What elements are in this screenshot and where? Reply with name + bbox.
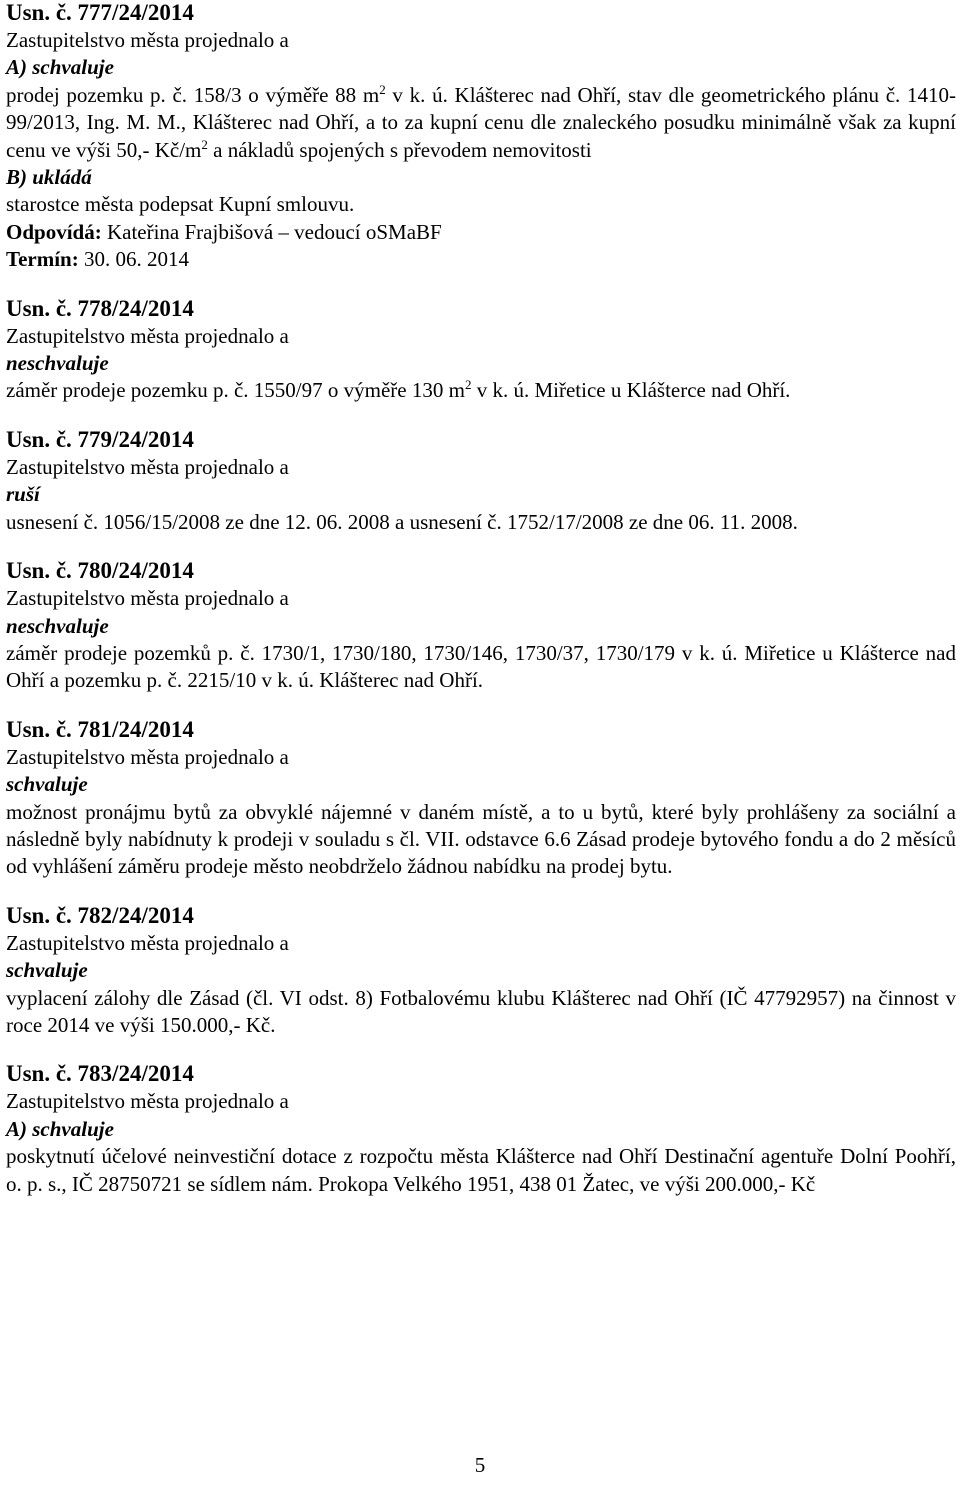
resolution-verb-rejects: neschvaluje [6,613,109,638]
resolution-verb-approves: schvaluje [6,772,88,797]
responsible-line [6,219,956,246]
resolution-intro: Zastupitelstvo města projednalo a [6,454,289,479]
resolution-verb-rejects: neschvaluje [6,351,109,376]
resolution-heading: Usn. č. 781/24/2014 [6,716,194,742]
resolution-heading: Usn. č. 782/24/2014 [6,902,194,928]
resolution-intro: Zastupitelstvo města projednalo a [6,28,289,52]
resolution-779 [6,425,956,536]
resolution-782 [6,901,956,1040]
text-part: a nákladů spojených s převodem nemovitosti [207,137,592,162]
text-part: v k. ú. Miřetice u Klášterce nad Ohří. [471,378,791,403]
resolution-text: starostce města podepsat Kupní smlouvu. [6,192,355,217]
text-part: záměr prodeje pozemku p. č. 1550/97 o výměře 130 m [6,378,465,403]
resolution-778 [6,294,956,405]
responsible-value: Kateřina Frajbišová – vedoucí oSMaBF [101,219,442,244]
resolution-text [6,82,956,164]
resolution-heading: Usn. č. 778/24/2014 [6,295,194,321]
resolution-777 [6,0,956,274]
resolution-780 [6,556,956,695]
superscript: 2 [379,81,386,97]
resolution-verb-approves: schvaluje [6,958,88,983]
resolution-heading: Usn. č. 777/24/2014 [6,0,194,25]
resolution-intro: Zastupitelstvo města projednalo a [6,744,289,769]
deadline-label: Termín: [6,247,79,272]
resolution-verb-approves: A) schvaluje [6,55,114,80]
resolution-text: vyplacení zálohy dle Zásad (čl. VI odst. 8) Fotbalovému klubu Klášterec nad Ohří (IČ 47792957) na činnost v roce 2014 ve výši 150.000,- Kč. [6,985,956,1037]
superscript: 2 [464,377,472,393]
text-part: prodej pozemku p. č. 158/3 o výměře 88 m [6,82,380,107]
page-number: 5 [474,1453,486,1477]
resolution-text: usnesení č. 1056/15/2008 ze dne 12. 06. 2008 a usnesení č. 1752/17/2008 ze dne 06. 11. 2008. [6,509,798,534]
resolution-heading: Usn. č. 783/24/2014 [6,1061,194,1087]
resolution-text [6,377,956,404]
resolution-text: poskytnutí účelové neinvestiční dotace z rozpočtu města Klášterce nad Ohří Destinační agentuře Dolní Poohří, o. p. s., IČ 28750721 se sídlem nám. Prokopa Velkého 1951, 438 01 Žatec, ve výši 200.000,- Kč [6,1144,956,1196]
resolution-text: záměr prodeje pozemků p. č. 1730/1, 1730/180, 1730/146, 1730/37, 1730/179 v k. ú. Miřetice u Klášterce nad Ohří a pozemku p. č. 2215/10 v k. ú. Klášterec nad Ohří. [6,640,956,693]
resolution-781 [6,715,956,881]
resolution-text: možnost pronájmu bytů za obvyklé nájemné v daném místě, a to u bytů, které byly prohlášeny za sociální a následně byly nabídnuty k prodeji v souladu s čl. VII. odstavce 6.6 Zásad prodeje bytového fondu a do 2 měsíců od vyhlášení záměru prodeje město neobdrželo žádnou nabídku na prodej bytu. [6,799,956,879]
responsible-label: Odpovídá: [6,219,102,244]
resolution-intro: Zastupitelstvo města projednalo a [6,930,289,955]
deadline-value: 30. 06. 2014 [78,247,189,272]
resolution-intro: Zastupitelstvo města projednalo a [6,323,289,348]
resolution-verb-approves: A) schvaluje [6,1116,114,1141]
superscript: 2 [201,136,208,152]
resolution-intro: Zastupitelstvo města projednalo a [6,586,289,611]
deadline-line [6,246,956,273]
resolution-verb-assigns: B) ukládá [6,165,92,190]
text-part: v k. ú. Klášterec nad Ohří, stav dle geometrického plánu č. 1410-99/2013, Ing. M. M., Klášterec nad Ohří, a to za kupní cenu dle znaleckého posudku minimálně však za kupní cenu ve výši 50,- Kč/m [6,82,956,162]
resolution-verb-cancels: ruší [6,482,40,507]
resolution-783 [6,1059,956,1198]
resolution-heading: Usn. č. 779/24/2014 [6,426,194,452]
resolution-heading: Usn. č. 780/24/2014 [6,558,194,584]
document-page [6,0,956,1198]
resolution-intro: Zastupitelstvo města projednalo a [6,1089,289,1114]
